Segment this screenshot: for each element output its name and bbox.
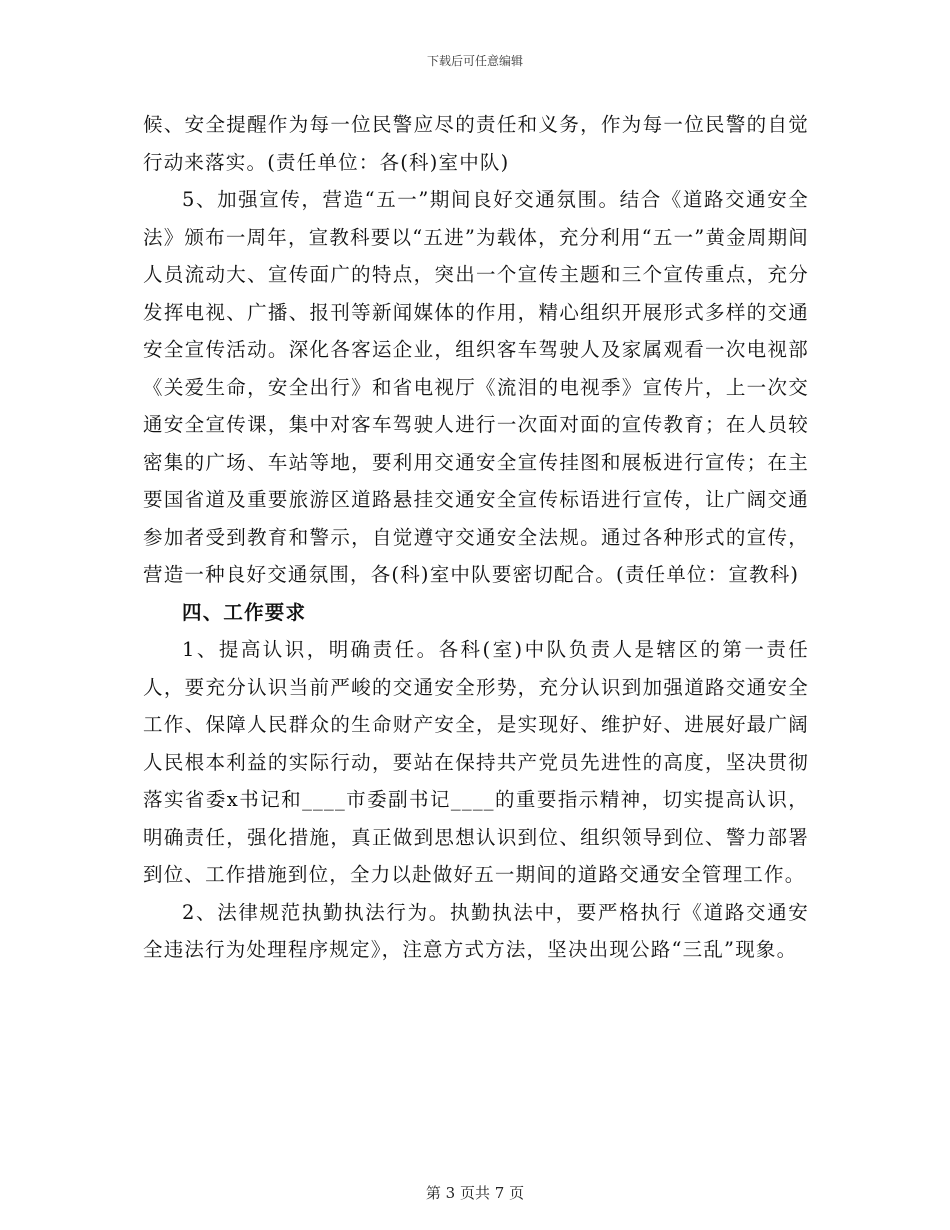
paragraph-continuation: 候、安全提醒作为每一位民警应尽的责任和义务，作为每一位民警的自觉行动来落实。(责任单位：各(科)室中队) (143, 113, 809, 174)
page-header: 下载后可任意编辑 (426, 54, 523, 68)
paragraph-awareness: 1、提高认识，明确责任。各科(室)中队负责人是辖区的第一责任人，要充分认识当前严峻的交通安全形势，充分认识到加强道路交通安全工作、保障人民群众的生命财产安全，是实现好、维护好、进展好最广阔人民根本利益的实际行动，要站在保持共产党员先进性的高度，坚决贯彻落实省委x书记和____市委副书记____的重要指示精神，切实提高认识，明确责任，强化措施，真正做到思想认识到位、组织领导到位、警力部署到位、工作措施到位，全力以赴做好五一期间的道路交通安全管理工作。 (143, 638, 809, 886)
document-body (143, 106, 809, 969)
page-footer: 第 3 页共 7 页 (425, 1184, 525, 1202)
section-heading-work-requirements: 四、工作要求 (182, 600, 307, 624)
paragraph-law-enforcement: 2、法律规范执勤执法行为。执勤执法中，要严格执行《道路交通安全违法行为处理程序规定》，注意方式方法，坚决出现公路“三乱”现象。 (143, 900, 809, 961)
paragraph-publicity: 5、加强宣传，营造“五一”期间良好交通氛围。结合《道路交通安全法》颁布一周年，宣教科要以“五进”为载体，充分利用“五一”黄金周期间人员流动大、宣传面广的特点，突出一个宣传主题和三个宣传重点，充分发挥电视、广播、报刊等新闻媒体的作用，精心组织开展形式多样的交通安全宣传活动。深化各客运企业，组织客车驾驶人及家属观看一次电视部《关爱生命，安全出行》和省电视厅《流泪的电视季》宣传片，上一次交通安全宣传课，集中对客车驾驶人进行一次面对面的宣传教育；在人员较密集的广场、车站等地，要利用交通安全宣传挂图和展板进行宣传；在主要国省道及重要旅游区道路悬挂交通安全宣传标语进行宣传，让广阔交通参加者受到教育和警示，自觉遵守交通安全法规。通过各种形式的宣传，营造一种良好交通氛围，各(科)室中队要密切配合。(责任单位：宣教科) (143, 188, 809, 586)
